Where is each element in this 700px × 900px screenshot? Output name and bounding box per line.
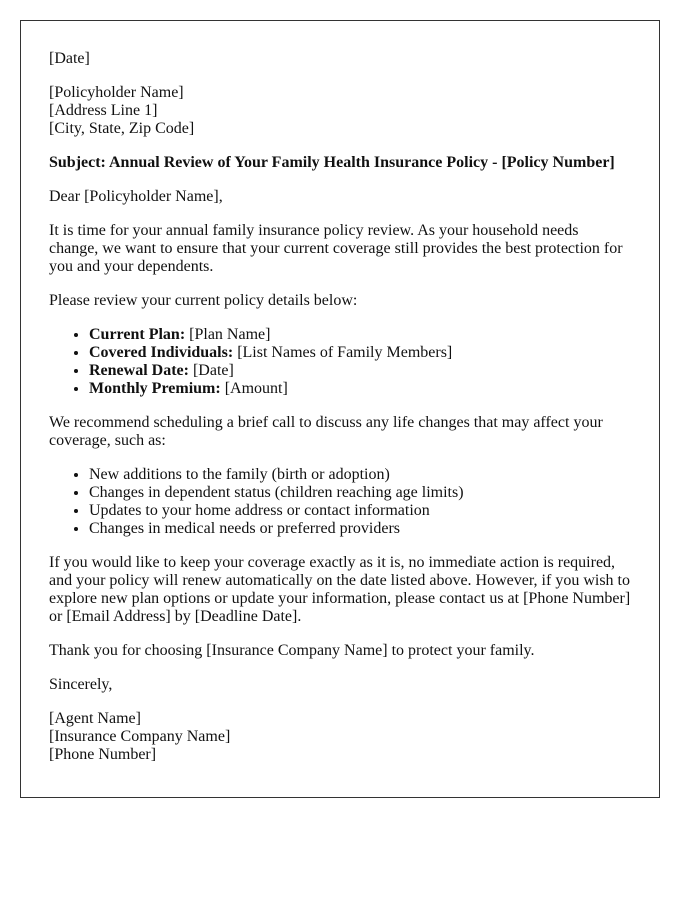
policy-detail-renewal-date <box>89 362 631 380</box>
list-item: • Updates to your home address or contact information <box>89 502 631 520</box>
detail-label: Renewal Date: <box>89 362 189 379</box>
letter-subject: Subject: Annual Review of Your Family Health Insurance Policy - [Policy Number] <box>49 154 615 171</box>
details-intro: Please review your current policy details below: <box>49 292 358 309</box>
company-name: [Insurance Company Name] <box>49 728 231 745</box>
policy-detail-monthly-premium <box>89 380 631 398</box>
detail-value: [Date] <box>188 362 234 379</box>
signature-block <box>49 710 631 764</box>
thanks-paragraph: Thank you for choosing [Insurance Company Name] to protect your family. <box>49 642 535 659</box>
letter-date: [Date] <box>49 50 90 67</box>
recipient-city-state-zip: [City, State, Zip Code] <box>49 120 195 137</box>
life-changes-list <box>49 466 631 538</box>
detail-value: [List Names of Family Members] <box>233 344 453 361</box>
recipient-address <box>49 84 631 138</box>
recommend-paragraph: We recommend scheduling a brief call to discuss any life changes that may affect your coverage, such as: <box>49 414 603 449</box>
agent-name: [Agent Name] <box>49 710 141 727</box>
agent-phone: [Phone Number] <box>49 746 157 763</box>
detail-label: Monthly Premium: <box>89 380 221 397</box>
detail-value: [Amount] <box>220 380 288 397</box>
detail-label: Current Plan: <box>89 326 186 343</box>
list-item: • New additions to the family (birth or adoption) <box>89 466 631 484</box>
detail-label: Covered Individuals: <box>89 344 234 361</box>
list-item: • Changes in dependent status (children reaching age limits) <box>89 484 631 502</box>
salutation: Dear [Policyholder Name], <box>49 188 223 205</box>
action-paragraph: If you would like to keep your coverage exactly as it is, no immediate action is required, and your policy will renew automatically on the date listed above. However, if you wish to explore new plan options or update your information, please contact us at [Phone Number] or [Email Address] by [Deadline Date]. <box>49 554 631 625</box>
letter-page <box>20 20 660 798</box>
recipient-address-line-1: [Address Line 1] <box>49 102 158 119</box>
policy-detail-current-plan <box>89 326 631 344</box>
detail-value: [Plan Name] <box>185 326 271 343</box>
recipient-name: [Policyholder Name] <box>49 84 184 101</box>
list-item: • Changes in medical needs or preferred providers <box>89 520 631 538</box>
closing: Sincerely, <box>49 676 113 693</box>
policy-details-list <box>49 326 631 398</box>
intro-paragraph: It is time for your annual family insurance policy review. As your household needs change, we want to ensure that your current coverage still provides the best protection for you and your dependents. <box>49 222 623 275</box>
policy-detail-covered-individuals <box>89 344 631 362</box>
